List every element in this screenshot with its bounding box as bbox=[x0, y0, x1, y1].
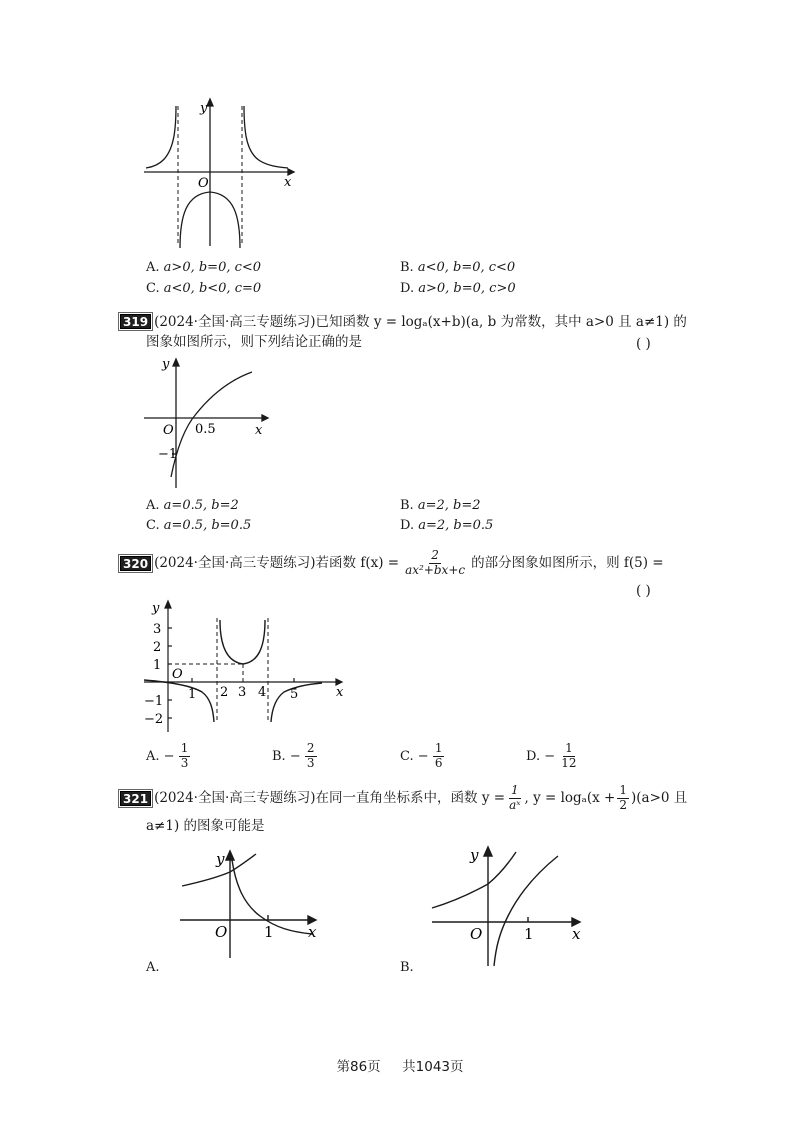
q320-ylabel-2: 2 bbox=[153, 640, 162, 655]
q318-origin-label: O bbox=[198, 176, 209, 191]
q320-ylabel-1: 1 bbox=[153, 658, 162, 673]
q321-fraction-1: $\frac{1}{\text{aˣ}}$ bbox=[509, 783, 521, 812]
q320-xlabel-4: 4 bbox=[258, 685, 267, 700]
q321a-origin-label: O bbox=[215, 923, 228, 941]
q320-option-b[interactable]: B. − $\frac{2}{3}$ bbox=[272, 741, 315, 770]
page-number: 第86页 bbox=[336, 1059, 381, 1075]
q320-xlabel-1: 1 bbox=[188, 687, 197, 702]
q321-fraction-2: $\frac{1}{2}$ bbox=[619, 783, 628, 812]
q320-y-label: y bbox=[152, 601, 160, 616]
page-footer bbox=[0, 1055, 800, 1075]
q320-option-c[interactable]: C. − $\frac{1}{6}$ bbox=[400, 741, 443, 770]
q321b-y-arrow bbox=[484, 847, 492, 856]
q321b-origin-label: O bbox=[470, 925, 483, 943]
q320-fraction bbox=[403, 549, 467, 578]
q321a-tick-label: 1 bbox=[264, 923, 274, 941]
page-total: 共1043页 bbox=[402, 1059, 464, 1075]
q319-stem-line2: 图象如图所示，则下列结论正确的是 bbox=[146, 334, 362, 350]
q320-number-badge: 320 bbox=[120, 556, 151, 571]
q318-option-b[interactable]: B. a<0, b=0, c<0 bbox=[400, 260, 516, 275]
q319-option-b[interactable]: B. a=2, b=2 bbox=[400, 498, 481, 513]
q318-option-c[interactable]: C. a<0, b<0, c=0 bbox=[146, 281, 262, 296]
q321-option-a[interactable]: A. bbox=[146, 960, 160, 975]
q318-x-label: x bbox=[284, 175, 292, 190]
q321b-x-label: x bbox=[572, 925, 581, 943]
q320-graph bbox=[140, 598, 352, 738]
q319-graph bbox=[140, 352, 280, 492]
q321-stem-suffix: )(a>0 且 bbox=[631, 789, 688, 806]
q320-stem-prefix: (2024·全国·高三专题练习)若函数 f(x) = bbox=[154, 554, 400, 571]
q321-graph-b bbox=[428, 842, 588, 968]
q320-line1 bbox=[120, 549, 664, 578]
q319-y-arrow bbox=[173, 359, 179, 366]
q319-line1 bbox=[120, 314, 687, 330]
q320-xlabel-3: 3 bbox=[238, 685, 247, 700]
q319-x-tick-label: 0.5 bbox=[195, 422, 216, 437]
q321b-log-curve bbox=[494, 856, 558, 966]
q319-number-badge: 319 bbox=[120, 314, 151, 329]
q321-option-b[interactable]: B. bbox=[400, 960, 414, 975]
q320-curve-middle bbox=[220, 620, 265, 664]
q320-frac-num: 2 bbox=[431, 548, 439, 562]
q319-origin-label: O bbox=[163, 423, 174, 438]
q321-number-badge: 321 bbox=[120, 791, 151, 806]
q318-y-label: y bbox=[200, 101, 208, 116]
q319-x-label: x bbox=[255, 423, 263, 438]
q321-stem-mid: , y = logₐ(x + bbox=[524, 789, 616, 806]
q320-answer-paren[interactable]: ( ) bbox=[636, 583, 651, 599]
q318-y-arrow bbox=[207, 99, 213, 106]
q320-ylabel-3: 3 bbox=[153, 622, 162, 637]
q320-ylabel-m1: −1 bbox=[144, 694, 164, 709]
q321-graph-a bbox=[176, 846, 326, 960]
q319-option-d[interactable]: D. a=2, b=0.5 bbox=[400, 518, 494, 533]
q318-option-a[interactable]: A. a>0, b=0, c<0 bbox=[146, 260, 262, 275]
q321-line1 bbox=[120, 784, 687, 813]
q320-ylabel-m2: −2 bbox=[144, 712, 164, 727]
q319-x-arrow bbox=[262, 415, 268, 421]
q321-stem-line2: a≠1) 的图象可能是 bbox=[146, 818, 265, 834]
q321a-y-arrow bbox=[226, 851, 234, 860]
q320-xlabel-2: 2 bbox=[220, 685, 229, 700]
q318-graph bbox=[138, 96, 298, 252]
q321-stem-prefix: (2024·全国·高三专题练习)在同一直角坐标系中，函数 y = bbox=[154, 789, 506, 806]
q319-y-label: y bbox=[162, 357, 170, 372]
q321b-tick-label: 1 bbox=[524, 925, 534, 943]
q320-x-label: x bbox=[336, 685, 344, 700]
q319-stem-line1: (2024·全国·高三专题练习)已知函数 y = logₐ(x+b)(a, b 为常数，其中 a>0 且 a≠1) 的 bbox=[154, 314, 687, 330]
q319-option-a[interactable]: A. a=0.5, b=2 bbox=[146, 498, 239, 513]
q321a-y-label: y bbox=[216, 850, 225, 868]
q320-option-d[interactable]: D. − $\frac{1}{12}$ bbox=[526, 741, 577, 770]
q320-stem-suffix: 的部分图象如图所示，则 f(5) = bbox=[471, 554, 664, 571]
q318-option-d[interactable]: D. a>0, b=0, c>0 bbox=[400, 281, 516, 296]
q319-y-tick-label: −1 bbox=[158, 447, 178, 462]
q319-option-c[interactable]: C. a=0.5, b=0.5 bbox=[146, 518, 252, 533]
q320-option-a[interactable]: A. − $\frac{1}{3}$ bbox=[146, 741, 189, 770]
q321b-y-label: y bbox=[470, 846, 479, 864]
q318-curve-right bbox=[244, 106, 288, 168]
q321a-x-label: x bbox=[308, 923, 317, 941]
q320-y-arrow bbox=[165, 601, 171, 608]
q318-curve-left bbox=[146, 106, 176, 168]
q320-frac-den: ax²+bx+c bbox=[405, 562, 466, 577]
q320-origin-label: O bbox=[172, 667, 183, 682]
q319-answer-paren[interactable]: ( ) bbox=[636, 336, 651, 352]
q320-xlabel-5: 5 bbox=[290, 687, 299, 702]
